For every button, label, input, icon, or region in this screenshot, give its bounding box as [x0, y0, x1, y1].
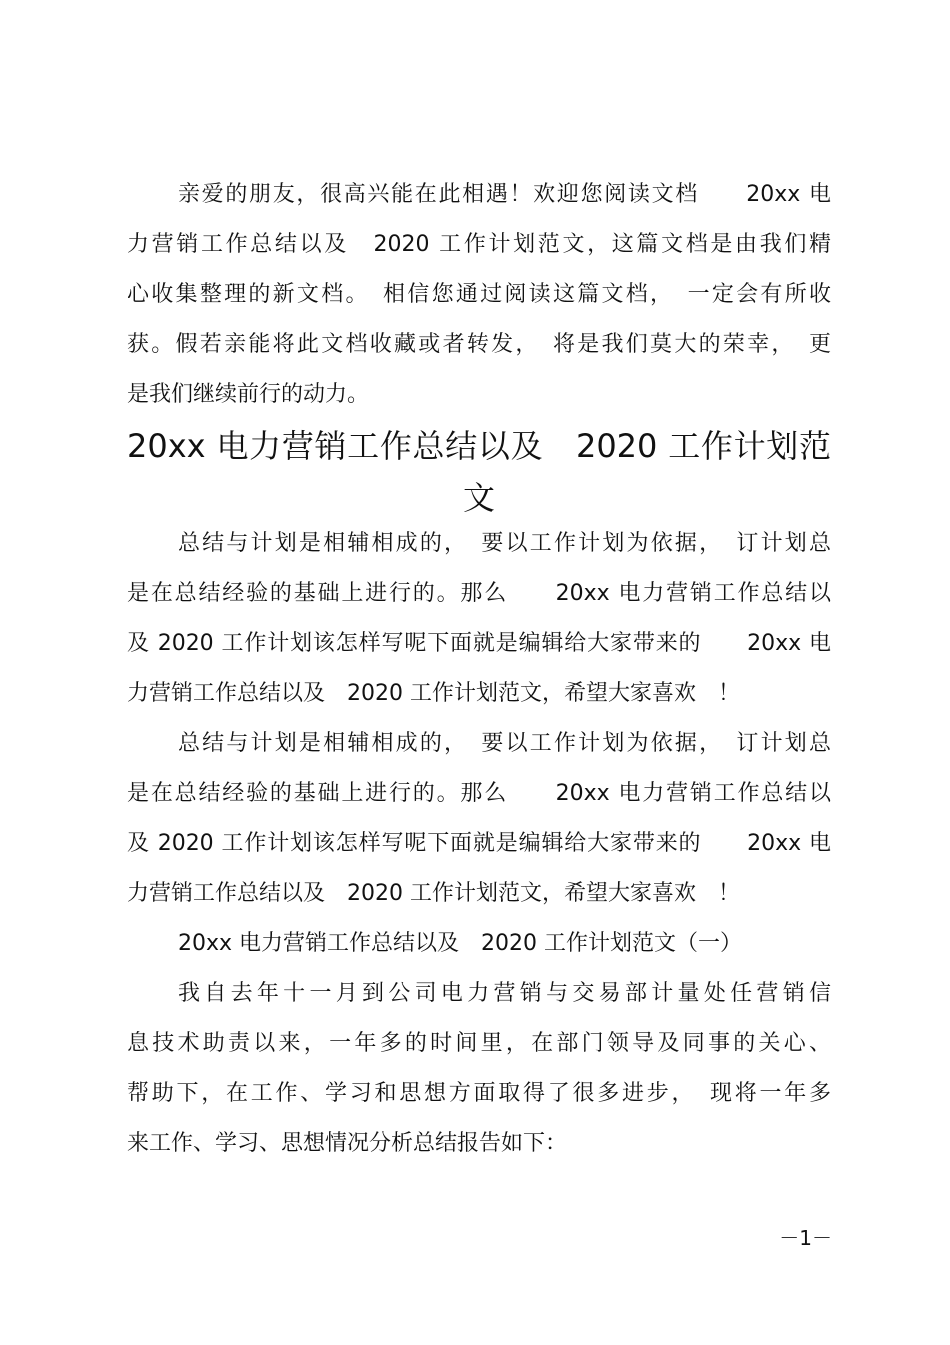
- para1-line-3: 及 2020 工作计划该怎样写呢下面就是编辑给大家带来的 20xx 电: [127, 631, 831, 656]
- para2-line-4: 力营销工作总结以及 2020 工作计划范文，希望大家喜欢 ！: [127, 881, 740, 906]
- para2-line-3: 及 2020 工作计划该怎样写呢下面就是编辑给大家带来的 20xx 电: [127, 831, 831, 856]
- para3-line-1: 我自去年十一月到公司电力营销与交易部计量处任营销信: [178, 981, 831, 1006]
- intro-line-5: 是我们继续前行的动力。: [127, 382, 370, 407]
- intro-line-2: 力营销工作总结以及 2020 工作计划范文，这篇文档是由我们精: [127, 232, 831, 257]
- intro-line-3: 心收集整理的新文档。 相信您通过阅读这篇文档， 一定会有所收: [127, 282, 831, 307]
- intro-line-1: 亲爱的朋友，很高兴能在此相遇！欢迎您阅读文档 20xx 电: [178, 182, 831, 207]
- document-title-line-1: 20xx 电力营销工作总结以及 2020 工作计划范: [127, 427, 831, 465]
- para2-line-1: 总结与计划是相辅相成的， 要以工作计划为依据， 订计划总: [178, 731, 831, 756]
- section-subheading: 20xx 电力营销工作总结以及 2020 工作计划范文（一）: [178, 931, 743, 956]
- para1-line-2: 是在总结经验的基础上进行的。那么 20xx 电力营销工作总结以: [127, 581, 831, 606]
- document-title-line-2: 文: [462, 479, 495, 517]
- para3-line-3: 帮助下，在工作、学习和思想方面取得了很多进步， 现将一年多: [127, 1081, 831, 1106]
- para3-line-4: 来工作、学习、思想情况分析总结报告如下：: [127, 1131, 568, 1156]
- para1-line-1: 总结与计划是相辅相成的， 要以工作计划为依据， 订计划总: [178, 531, 831, 556]
- para2-line-2: 是在总结经验的基础上进行的。那么 20xx 电力营销工作总结以: [127, 781, 831, 806]
- page-number: －1－: [779, 1226, 832, 1250]
- intro-line-4: 获。假若亲能将此文档收藏或者转发， 将是我们莫大的荣幸， 更: [127, 332, 831, 357]
- para1-line-4: 力营销工作总结以及 2020 工作计划范文，希望大家喜欢 ！: [127, 681, 740, 706]
- para3-line-2: 息技术助责以来，一年多的时间里，在部门领导及同事的关心、: [127, 1031, 831, 1056]
